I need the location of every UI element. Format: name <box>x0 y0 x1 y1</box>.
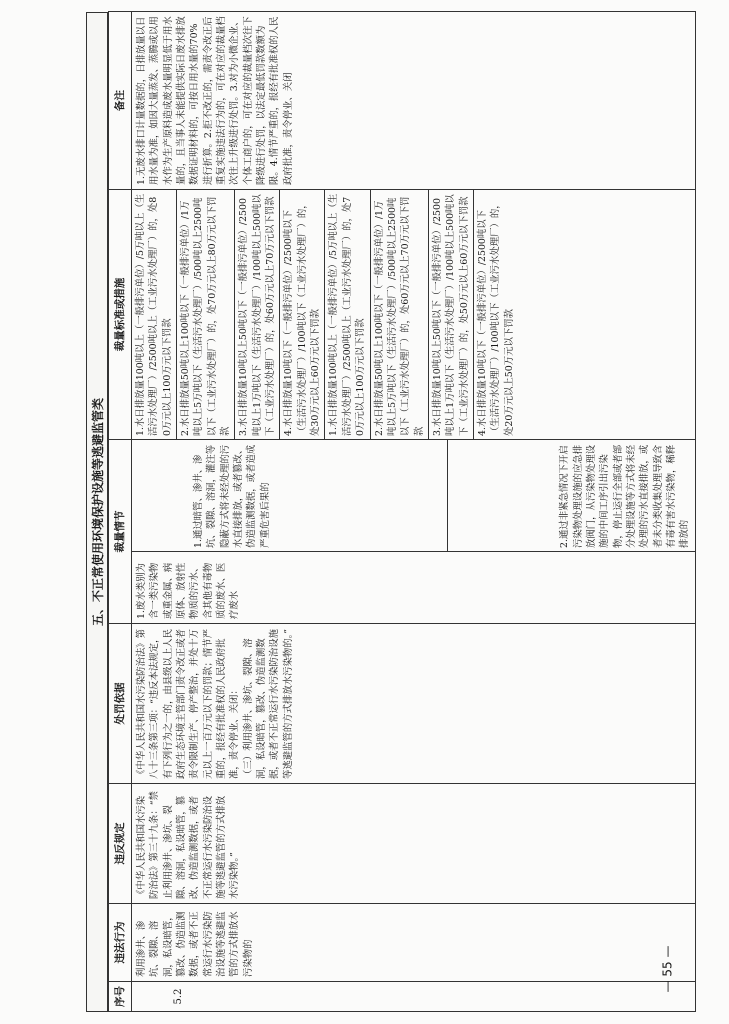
header-act: 违法行为 <box>109 904 132 982</box>
standard-item: 3.水日排放量10吨以上50吨以下（一般排污单位）/2500吨以上1万吨以下（生活污水处理厂）/100吨以上500吨以下（工业污水处理厂）的，处50万元以上60万元以下罚款 <box>428 190 473 439</box>
basis-part-1: 《中华人民共和国水污染防治法》第八十三条第三项：“违反本法规定，有下列行为之一的，由县级以上人民政府生态环境主管部门责令改正或者责令限制生产、停产整治，并处十万元以上一百万元以下的罚款；情节严重的，报经有批准权的人民政府批准，责令停业、关闭： <box>136 628 241 779</box>
standard-item: 4.水日排放量10吨以下（一般排污单位）/2500吨以下（生活污水处理厂）/100吨以下（工业污水处理厂）的，处30万元以上60万元以下罚款 <box>279 190 324 439</box>
header-circumstances: 裁量情节 <box>109 440 132 624</box>
header-penalty-basis: 处罚依据 <box>109 624 132 784</box>
standard-item: 2.水日排放量50吨以上100吨以下（一般排污单位）/1万吨以上5万吨以下（生活污水处理厂）/500吨以上2500吨以下（工业污水处理厂）的，处60万元以上70万元以下罚款 <box>370 190 428 439</box>
row-act: 利用渗井、渗坑、裂隙、溶洞，私设暗管，篡改、伪造监测数据，或者不正常运行水污染防治设施等逃避监管的方式排放水污染物的 <box>132 904 696 982</box>
row-remarks: 1.无废水排口计量数据的，日排放量以日用水量为准，如因大量蒸发、蒸腾或以用水作为生产原料造成废水量明显低于用水量的，且当事人未能提供实际日废水排放数据证明材料的，可按日用水量的70%进行折算。2.拒不改正的，需责令改正后重复实施违法行为的，可在对应的裁量档次往上升级进行处罚。3.对为小微企业、个体工商户的，可在对应的裁量档次往下降级进行处罚，以法定最低罚款数额为限。4.情节严重的，报经有批准权的人民政府批准，责令停业、关闭 <box>132 12 696 190</box>
row-circumstance-types <box>132 440 696 552</box>
standard-item: 1.水日排放量100吨以上（一般排污单位）/5万吨以上（生活污水处理厂）/2500吨以上（工业污水处理厂）的，处80万元以上100万元以下罚款 <box>135 193 173 436</box>
header-seq: 序号 <box>109 982 132 1012</box>
standard-item: 4.水日排放量10吨以下（一般排污单位）/2500吨以下（生活污水处理厂）/100吨以下（工业污水处理厂）的，处20万元以上50万元以下罚款 <box>473 190 695 439</box>
standard-item: 1.水日排放量100吨以上（一般排污单位）/5万吨以上（生活污水处理厂）/2500吨以上（工业污水处理厂）的，处70万元以上100万元以下罚款 <box>324 190 369 439</box>
header-remarks: 备注 <box>109 12 132 190</box>
penalty-discretion-table <box>108 11 696 1012</box>
header-provision: 违反规定 <box>109 784 132 904</box>
row-penalty-basis <box>132 624 696 784</box>
section-title: 五、不正常使用环境保护设施等逃避监管类 <box>86 12 108 1012</box>
table-header-row <box>109 12 132 1012</box>
row-circumstance-category: 1.废水类别为含一类污染物或重金属、病原体、放射性物质的污水、含其他有毒物质的废水、医疗废水 <box>132 552 696 624</box>
rotated-table-container <box>86 12 696 1012</box>
row-provision: 《中华人民共和国水污染防治法》第三十九条：“禁止利用渗井、渗坑、裂隙、溶洞，私设暗管，篡改、伪造监测数据，或者不正常运行水污染防治设施等逃避监管的方式排放水污染物。” <box>132 784 696 904</box>
page-number: — 55 — <box>660 945 675 993</box>
row-seq: 5.2 <box>132 982 696 1012</box>
circumstance-type-1: 1.通过暗管、渗井、渗坑、裂隙、溶洞，灌注等隐蔽方式将未经处理的污水直接排放，或者篡改、伪造监测数据，或者造成严重危害后果的 <box>193 444 271 548</box>
basis-part-2: （三）利用渗井、渗坑、裂隙、溶洞，私设暗管，篡改、伪造监测数据，或者不正常运行水污染防治设施等逃避监管的方式排放水污染物的。” <box>242 628 294 779</box>
circumstance-type-2: 2.通过非紧急情况下开启污染物处理设施的应急排放阀门，从污染物处理设施的中间工序引出污染物，停止运行全部或者部分处理设施等方式将未经处理的污水直接排放，或者未分类收集处理导致含有毒有害水污染物，稀释排放的 <box>447 440 695 551</box>
standard-item: 2.水日排放量50吨以上100吨以下（一般排污单位）/1万吨以上5万吨以下（生活污水处理厂）/500吨以上2500吨以下（工业污水处理厂）的，处70万元以上80万元以下罚款 <box>176 190 234 439</box>
standard-item: 3.水日排放量10吨以上50吨以下（一般排污单位）/2500吨以上1万吨以下（生活污水处理厂）/100吨以上500吨以下（工业污水处理厂）的，处60万元以上70万元以下罚款 <box>234 190 279 439</box>
header-standard: 裁量标准或措施 <box>109 190 132 440</box>
table-row <box>132 12 696 1012</box>
row-standards <box>132 190 696 440</box>
